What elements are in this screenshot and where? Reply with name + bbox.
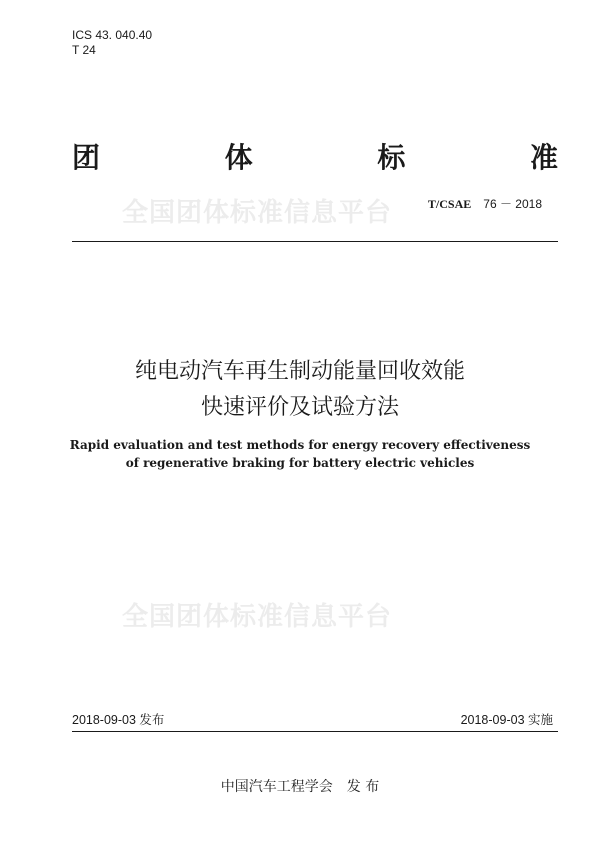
standard-number bbox=[428, 196, 542, 212]
header-divider bbox=[72, 241, 558, 242]
ics-code: ICS 43. 040.40 bbox=[72, 28, 153, 42]
title-english-line-2: of regenerative braking for battery electric vehicles bbox=[125, 456, 475, 470]
title-chinese-line-2: 快速评价及试验方法 bbox=[200, 394, 399, 419]
publish-date: 2018-09-03 发布 bbox=[72, 713, 165, 727]
title-char-4: 准 bbox=[529, 141, 558, 174]
issuer: 中国汽车工程学会 发 布 bbox=[220, 779, 380, 795]
group-standard-title bbox=[72, 138, 558, 178]
standard-code: T/CSAE bbox=[427, 197, 472, 211]
implement-date: 2018-09-03 实施 bbox=[460, 713, 553, 727]
title-english-line-1: Rapid evaluation and test methods for energy recovery effectiveness bbox=[69, 438, 531, 452]
title-chinese-line-1: 纯电动汽车再生制动能量回收效能 bbox=[134, 358, 465, 383]
classification-code: T 24 bbox=[72, 43, 96, 57]
footer-divider bbox=[72, 731, 558, 732]
title-char-2: 体 bbox=[224, 141, 253, 174]
watermark-top: 全国团体标准信息平台 bbox=[122, 197, 393, 227]
title-char-3: 标 bbox=[377, 141, 406, 174]
title-char-1: 团 bbox=[72, 141, 101, 174]
watermark-bottom: 全国团体标准信息平台 bbox=[122, 601, 393, 631]
standard-serial: 76 － 2018 bbox=[483, 197, 542, 211]
